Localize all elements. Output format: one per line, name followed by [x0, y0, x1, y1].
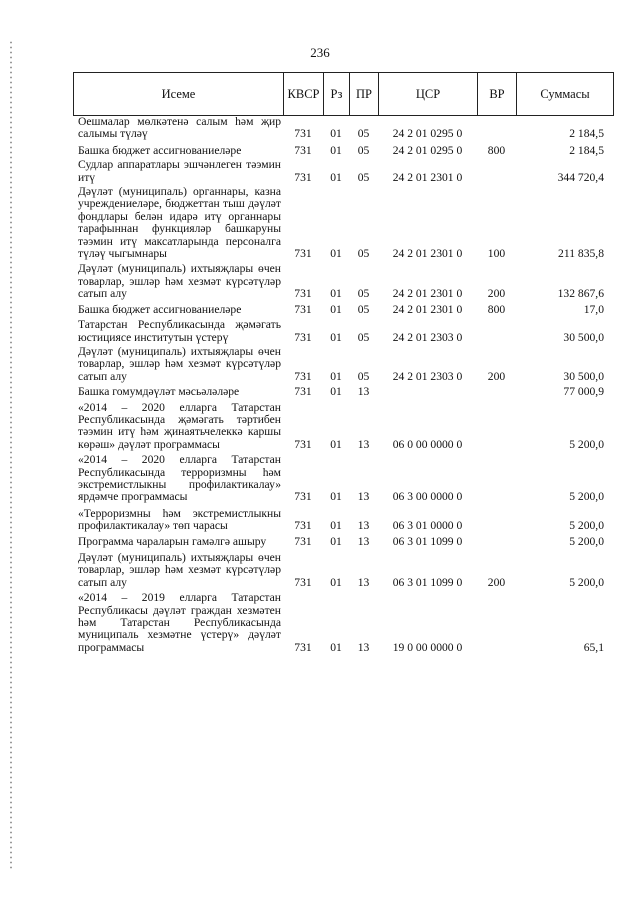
budget-table-body: [73, 116, 614, 654]
cell-name: Башка бюджет ассигнованиеләре: [78, 302, 242, 316]
table-row: [73, 508, 614, 533]
cell-kvsr: 731: [294, 170, 312, 184]
cell-vr: 200: [487, 369, 506, 383]
cell-rz: 01: [330, 302, 342, 316]
cell-csr: 24 2 01 2301 0: [392, 247, 463, 261]
cell-csr: 24 2 01 2301 0: [392, 170, 463, 184]
header-pr: ПР: [350, 73, 379, 115]
cell-csr: 24 2 01 2301 0: [392, 302, 463, 316]
cell-rz: 01: [330, 170, 342, 184]
header-vr: ВР: [478, 73, 517, 115]
cell-kvsr: 731: [294, 287, 312, 301]
cell-rz: 01: [330, 287, 342, 301]
cell-kvsr: 731: [294, 534, 312, 548]
table-row: [73, 304, 614, 316]
cell-rz: 01: [330, 369, 342, 383]
cell-csr: 06 3 00 0000 0: [392, 490, 463, 504]
page-number: 236: [310, 45, 330, 60]
cell-pr: 05: [357, 170, 370, 184]
header-csr: ЦСР: [379, 73, 478, 115]
cell-name: Оешмалар мөлкәтенә салым һәм җир салымы түләү: [78, 115, 281, 141]
cell-csr: 06 3 01 1099 0: [392, 575, 463, 589]
table-row: [73, 402, 614, 452]
cell-sum: 132 867,6: [557, 287, 604, 301]
table-row: [73, 186, 614, 260]
cell-vr: 800: [487, 143, 506, 157]
cell-rz: 01: [330, 385, 342, 399]
cell-pr: 05: [357, 369, 370, 383]
cell-vr: 200: [487, 287, 506, 301]
cell-vr: 800: [487, 302, 506, 316]
cell-sum: 5 200,0: [569, 534, 604, 548]
cell-csr: 06 3 01 1099 0: [392, 534, 463, 548]
cell-sum: 211 835,8: [558, 247, 604, 261]
cell-csr: 24 2 01 2303 0: [392, 369, 463, 383]
cell-pr: 05: [357, 287, 370, 301]
cell-csr: 06 0 00 0000 0: [392, 437, 463, 451]
cell-pr: 05: [357, 247, 370, 261]
cell-sum: 5 200,0: [569, 575, 604, 589]
cell-pr: 05: [357, 302, 370, 316]
cell-pr: 13: [357, 385, 370, 399]
table-row: [73, 145, 614, 157]
cell-csr: 19 0 00 0000 0: [392, 640, 463, 654]
cell-name: «2014 – 2020 елларга Татарстан Республикасында терроризмны һәм экстремистлыкны профилактикалау» ярдәмче программасы: [78, 453, 281, 504]
table-row: [73, 319, 614, 344]
cell-vr: 200: [487, 575, 506, 589]
cell-sum: 30 500,0: [563, 330, 604, 344]
table-row: [73, 346, 614, 383]
cell-name: Дәүләт (муниципаль) ихтыяҗлары өчен товарлар, эшләр һәм хезмәт күрсәтүләр сатып алу: [78, 551, 281, 589]
header-rz: Рз: [324, 73, 350, 115]
cell-pr: 13: [357, 519, 370, 533]
cell-vr: 100: [487, 247, 506, 261]
cell-kvsr: 731: [294, 302, 312, 316]
cell-pr: 05: [357, 127, 370, 141]
cell-sum: 2 184,5: [569, 143, 604, 157]
cell-sum: 344 720,4: [557, 170, 604, 184]
cell-rz: 01: [330, 640, 342, 654]
table-row: [73, 386, 614, 398]
cell-kvsr: 731: [294, 247, 312, 261]
table-row: [73, 159, 614, 184]
cell-csr: 06 3 01 0000 0: [392, 519, 463, 533]
cell-csr: 24 2 01 2301 0: [392, 287, 463, 301]
cell-sum: 77 000,9: [563, 385, 604, 399]
cell-csr: 24 2 01 2303 0: [392, 330, 463, 344]
cell-name: Дәүләт (муниципаль) ихтыяҗлары өчен товарлар, эшләр һәм хезмәт күрсәтүләр сатып алу: [78, 344, 281, 383]
header-sum: Суммасы: [540, 86, 590, 101]
cell-rz: 01: [330, 143, 342, 157]
cell-name: Башка гомумдәүләт мәсьәләләре: [78, 385, 240, 399]
binding-margin-dots: [10, 40, 12, 870]
cell-name: Дәүләт (муниципаль) органнары, казна учреждениеләре, бюджеттан тыш дәүләт фондлары белән идарә итү органнары тарафыннан функцияләр башкаруны тәэмин итү максатларында персоналга түләү чыгымнары: [78, 185, 281, 261]
cell-sum: 5 200,0: [569, 437, 604, 451]
cell-sum: 17,0: [583, 302, 604, 316]
cell-rz: 01: [330, 534, 342, 548]
cell-rz: 01: [330, 519, 342, 533]
cell-name: «2014 – 2019 елларга Татарстан Республикасы дәүләт граждан хезмәтен һәм Татарстан Республикасында муниципаль хезмәтне үстерү» дәүләт программасы: [78, 591, 281, 654]
cell-name: Дәүләт (муниципаль) ихтыяҗлары өчен товарлар, эшләр һәм хезмәт күрсәтүләр сатып алу: [78, 262, 281, 301]
cell-kvsr: 731: [294, 490, 312, 504]
cell-rz: 01: [330, 575, 342, 589]
cell-pr: 13: [357, 437, 370, 451]
cell-sum: 65,1: [583, 640, 604, 654]
table-header: [73, 72, 614, 116]
cell-kvsr: 731: [294, 369, 312, 383]
cell-kvsr: 731: [294, 437, 312, 451]
cell-kvsr: 731: [294, 519, 312, 533]
cell-kvsr: 731: [294, 640, 312, 654]
cell-name: «2014 – 2020 елларга Татарстан Республикасында җәмәгать тәртибен тәэмин итү һәм җинаятьчелеккә каршы көрәш» дәүләт программасы: [78, 400, 281, 451]
cell-pr: 05: [357, 143, 370, 157]
cell-rz: 01: [330, 247, 342, 261]
header-name: Исеме: [74, 73, 284, 115]
table-row: [73, 536, 614, 548]
header-kvsr: КВСР: [284, 73, 324, 115]
cell-csr: 24 2 01 0295 0: [392, 127, 463, 141]
cell-pr: 05: [357, 330, 370, 344]
table-row: [73, 454, 614, 504]
cell-pr: 13: [357, 534, 370, 548]
cell-kvsr: 731: [294, 127, 312, 141]
cell-sum: 2 184,5: [569, 127, 604, 141]
cell-kvsr: 731: [294, 575, 312, 589]
cell-kvsr: 731: [294, 385, 312, 399]
table-row: [73, 263, 614, 300]
cell-name: Судлар аппаратлары эшчәнлеген тәэмин итү: [78, 158, 281, 184]
cell-pr: 13: [357, 490, 370, 504]
cell-kvsr: 731: [294, 143, 312, 157]
cell-sum: 5 200,0: [569, 519, 604, 533]
cell-csr: 24 2 01 0295 0: [392, 143, 463, 157]
cell-rz: 01: [330, 330, 342, 344]
cell-rz: 01: [330, 127, 342, 141]
table-row: [73, 592, 614, 654]
table-row: [73, 552, 614, 589]
cell-name: Башка бюджет ассигнованиеләре: [78, 143, 242, 157]
cell-sum: 30 500,0: [563, 369, 604, 383]
cell-rz: 01: [330, 490, 342, 504]
cell-kvsr: 731: [294, 330, 312, 344]
cell-name: Программа чараларын гамәлгә ашыру: [78, 534, 267, 548]
cell-sum: 5 200,0: [569, 490, 604, 504]
cell-name: Татарстан Республикасында җәмәгать юстициясе институтын үстерү: [78, 318, 281, 344]
table-row: [73, 116, 614, 141]
cell-rz: 01: [330, 437, 342, 451]
cell-name: «Терроризмны һәм экстремистлыкны профилактикалау» төп чарасы: [78, 506, 281, 533]
cell-pr: 13: [357, 640, 370, 654]
cell-pr: 13: [357, 575, 370, 589]
